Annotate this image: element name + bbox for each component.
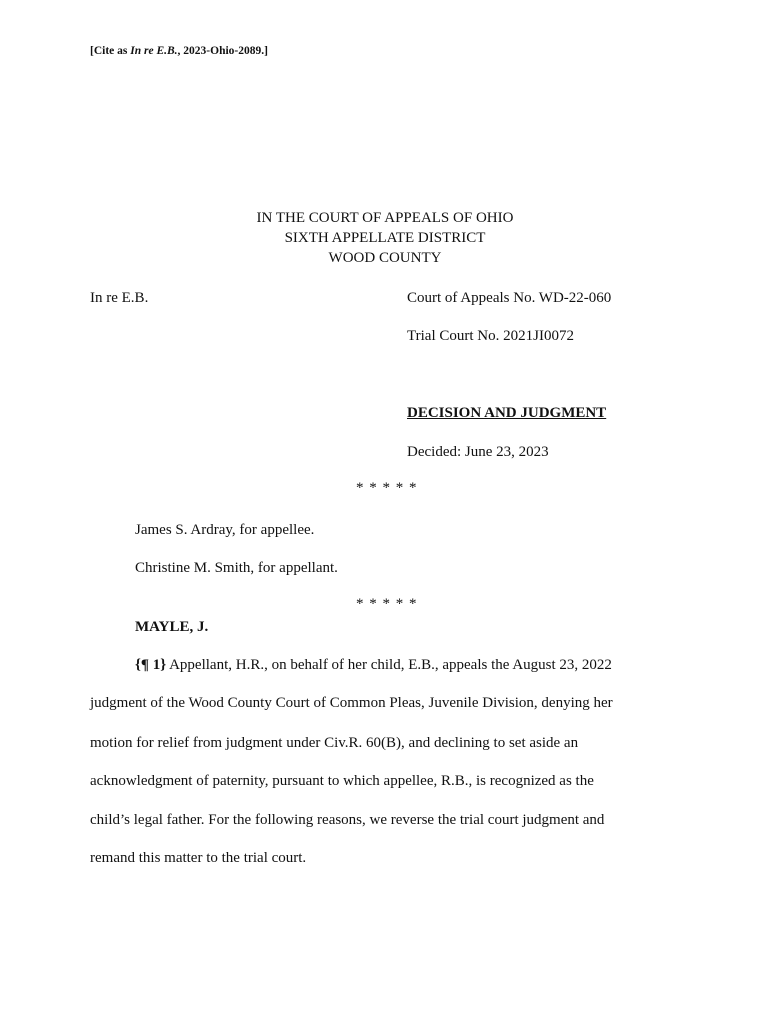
counsel-appellant: Christine M. Smith, for appellant. xyxy=(135,560,338,576)
decision-title: DECISION AND JUDGMENT xyxy=(407,405,607,421)
counsel-appellee: James S. Ardray, for appellee. xyxy=(135,522,315,538)
county: WOOD COUNTY xyxy=(328,250,442,266)
court-header xyxy=(0,208,770,268)
judge-name: MAYLE, J. xyxy=(135,619,209,635)
case-name: In re E.B. xyxy=(90,290,149,306)
paragraph-line-5: child’s legal father. For the following reasons, we reverse the trial court judgment and xyxy=(90,812,605,828)
separator-top: * * * * * xyxy=(356,480,418,496)
separator-bottom: * * * * * xyxy=(356,596,418,612)
citation-line xyxy=(90,45,268,57)
citation-case-name: In re E.B. xyxy=(130,45,178,57)
decided-date: Decided: June 23, 2023 xyxy=(407,444,549,460)
paragraph-line-1 xyxy=(135,655,612,675)
paragraph-line-3: motion for relief from judgment under Civ.R. 60(B), and declining to set aside an xyxy=(90,735,579,751)
appellate-district: SIXTH APPELLATE DISTRICT xyxy=(284,230,486,246)
court-name: IN THE COURT OF APPEALS OF OHIO xyxy=(256,210,514,226)
paragraph-line-2: judgment of the Wood County Court of Common Pleas, Juvenile Division, denying her xyxy=(90,695,613,711)
paragraph-marker: {¶ 1} xyxy=(135,657,167,673)
appeals-case-number: Court of Appeals No. WD-22-060 xyxy=(407,290,612,306)
citation-suffix: , 2023-Ohio-2089.] xyxy=(177,45,268,57)
trial-court-number: Trial Court No. 2021JI0072 xyxy=(407,328,574,344)
paragraph-line-4: acknowledgment of paternity, pursuant to which appellee, R.B., is recognized as the xyxy=(90,773,594,789)
citation-prefix: [Cite as xyxy=(90,45,131,57)
paragraph-text-1: Appellant, H.R., on behalf of her child, E.B., appeals the August 23, 2022 xyxy=(166,657,612,673)
paragraph-line-6: remand this matter to the trial court. xyxy=(90,850,307,866)
